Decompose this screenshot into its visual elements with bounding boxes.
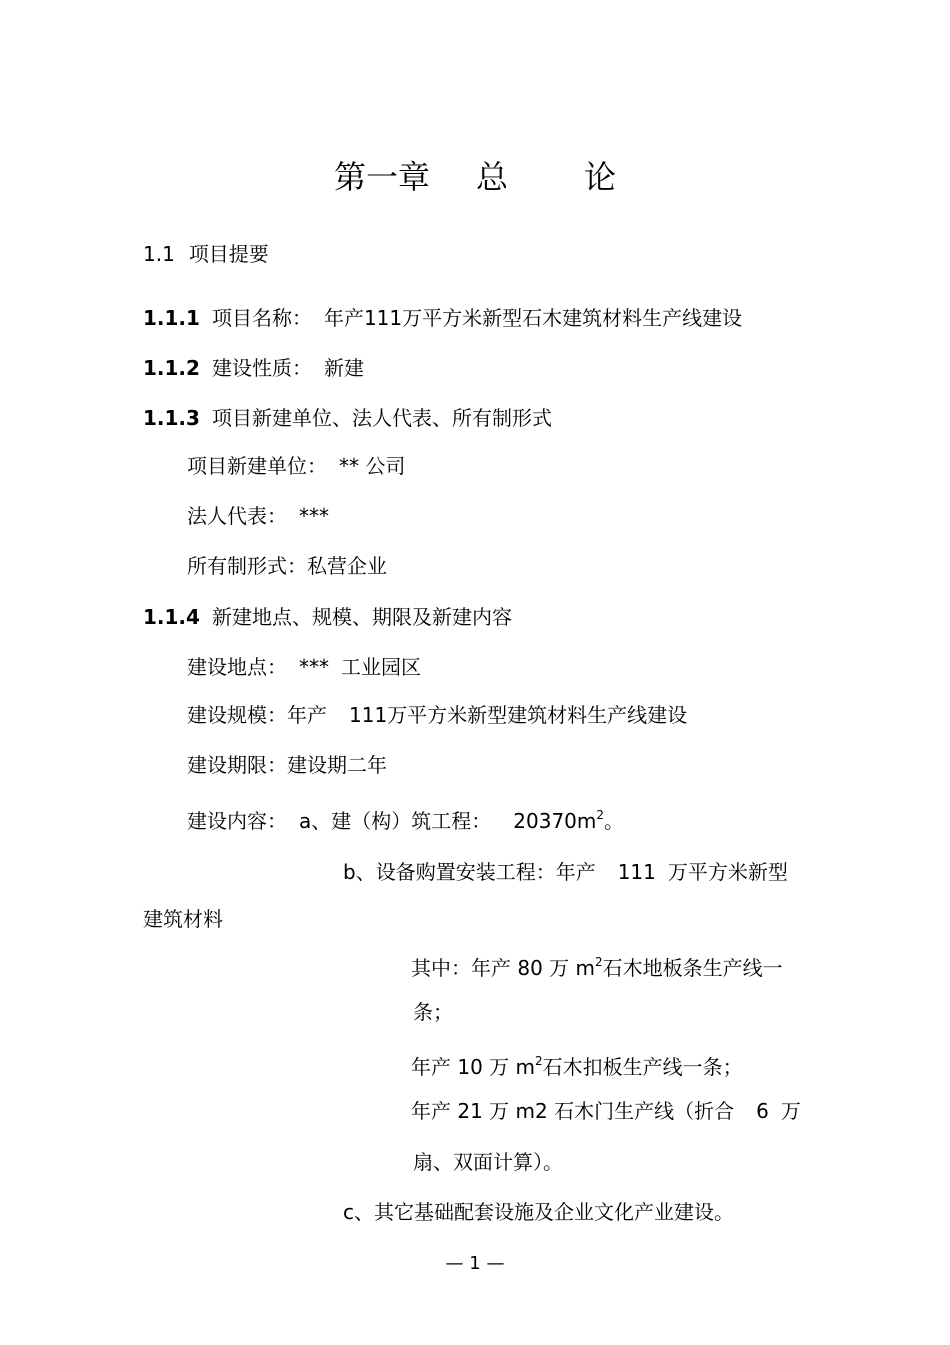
sub-item-1-continuation: 条；: [413, 1000, 453, 1024]
field-label: 法人代表：: [187, 504, 287, 528]
superscript: 2: [535, 1054, 543, 1068]
field-label: 建设内容：: [187, 809, 287, 833]
chapter-title-part2: 总: [475, 158, 508, 196]
sub-item-2: [411, 1048, 743, 1080]
sub-item-3: [411, 1098, 801, 1124]
item-c-line: c、其它基础配套设施及企业文化产业建设。: [343, 1200, 734, 1224]
scale-line: [187, 702, 687, 728]
site-line: [187, 654, 421, 680]
section-number: 1.1.1: [143, 306, 200, 330]
content-item-a: a、建（构）筑工程：: [299, 809, 492, 833]
field-value: ***: [299, 504, 329, 528]
field-value: 新建: [323, 356, 364, 380]
section-1-1-heading: [143, 241, 269, 267]
section-number: 1.1.2: [143, 356, 200, 380]
sub-item-pre: 年产 10 万 m: [411, 1055, 536, 1079]
field-value: 111: [349, 703, 388, 727]
chapter-title-part3: 论: [584, 158, 617, 196]
section-number: 1.1: [143, 242, 175, 266]
punctuation: 。: [604, 809, 625, 833]
sub-item-number: 6: [756, 1099, 769, 1123]
section-title: 项目提要: [188, 242, 269, 266]
section-1-1-1: [143, 305, 742, 331]
field-label: 建设性质：: [211, 356, 312, 380]
item-number: 111: [617, 860, 656, 884]
item-text: b、设备购置安装工程：年产: [343, 860, 596, 884]
section-1-1-3: [143, 405, 552, 431]
ownership-line: [187, 553, 387, 579]
sub-item-rest: 石木扣板生产线一条；: [542, 1055, 743, 1079]
field-value: ** 公司: [339, 454, 406, 478]
item-b-continuation: 建筑材料: [143, 907, 223, 931]
content-line: [187, 802, 624, 834]
section-title: 新建地点、规模、期限及新建内容: [211, 605, 512, 629]
section-title: 项目新建单位、法人代表、所有制形式: [211, 406, 552, 430]
field-value: 工业园区: [341, 655, 421, 679]
field-value: 20370m: [513, 809, 597, 833]
period-line: [187, 752, 387, 778]
chapter-title: [0, 155, 950, 199]
field-value: 万平方米新型建筑材料生产线建设: [387, 703, 688, 727]
section-number: 1.1.4: [143, 605, 200, 629]
page-number: — 1 —: [445, 1253, 505, 1274]
field-label: 项目新建单位：: [187, 454, 327, 478]
section-1-1-2: [143, 355, 364, 381]
chapter-title-part1: 第一章: [333, 158, 430, 196]
section-number: 1.1.3: [143, 406, 200, 430]
field-label: 建设地点：: [187, 655, 287, 679]
unit-line: [187, 453, 405, 479]
field-label: 项目名称：: [211, 306, 312, 330]
superscript: 2: [596, 808, 605, 822]
field-value: 私营企业: [307, 554, 387, 578]
field-label: 建设规模：年产: [187, 703, 327, 727]
field-value: 年产111万平方米新型石木建筑材料生产线建设: [323, 306, 743, 330]
field-value: ***: [299, 655, 329, 679]
sub-item-pre: 其中：年产 80 万 m: [411, 956, 596, 980]
field-label: 所有制形式：: [187, 554, 307, 578]
item-b-line: [343, 859, 788, 885]
item-rest: 万平方米新型: [667, 860, 788, 884]
sub-item-rest: 万: [780, 1099, 801, 1123]
sub-item-pre: 年产 21 万 m2 石木门生产线（折合: [411, 1099, 735, 1123]
sub-item-1: [411, 949, 783, 981]
sub-item-rest: 石木地板条生产线一: [602, 956, 783, 980]
rep-line: [187, 503, 329, 529]
field-text: 建设期限：建设期二年: [187, 753, 387, 777]
section-1-1-4: [143, 604, 512, 630]
superscript: 2: [595, 955, 603, 969]
sub-item-3-continuation: 扇、双面计算）。: [413, 1150, 563, 1174]
